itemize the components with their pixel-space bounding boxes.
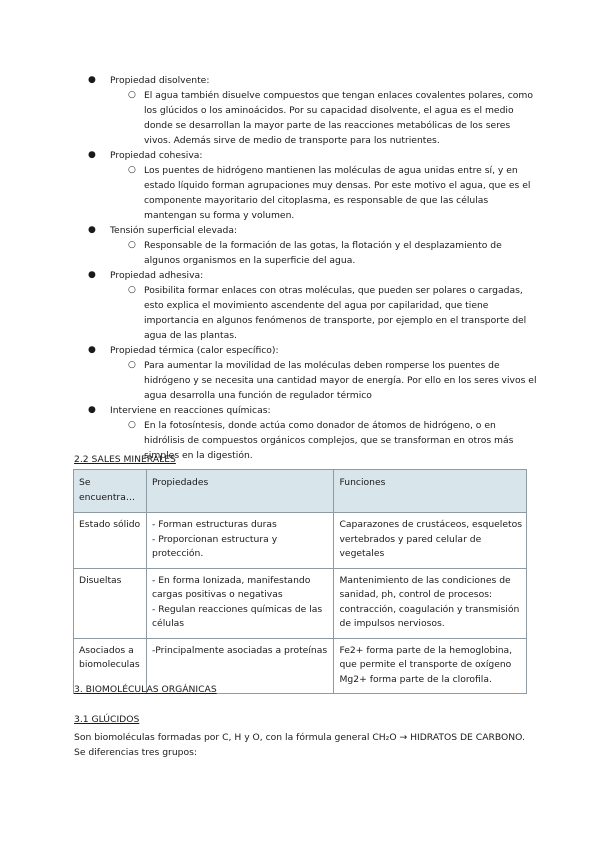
function-line: Mg2+ forma parte de la clorofila.: [339, 673, 492, 685]
function-line: Caparazones de crustáceos, esqueletos vertebrados y pared celular de vegetales: [339, 519, 523, 559]
table-cell-state: Asociados a biomoleculas: [74, 638, 147, 694]
property-text: Los puentes de hidrógeno mantienen las moléculas de agua unidas entre sí, y en estado líquido forman agrupaciones muy densas. Por este motivo el agua, que es el componente mayoritario del citoplasma, es responsable de que las células mantengan su forma y volumen.: [144, 165, 531, 221]
bullet-icon: ●: [88, 270, 96, 280]
table-cell-state: Estado sólido: [74, 513, 147, 569]
bullet-icon: ●: [88, 75, 96, 85]
circle-bullet-icon: ○: [128, 420, 136, 430]
table-cell-functions: [334, 638, 527, 694]
property-title: Propiedad térmica (calor específico):: [110, 345, 279, 356]
glucidos-heading: 3.1 GLÚCIDOS: [74, 714, 140, 725]
table-cell-functions: [334, 568, 527, 638]
function-line: Mantenimiento de las condiciones de sanidad, ph, control de procesos: contracción, coagulación y transmisión de impulsos nerviosos.: [339, 574, 520, 629]
property-line: - Forman estructuras duras: [151, 519, 277, 530]
property-line: - En forma Ionizada, manifestando cargas positivas o negativas: [151, 574, 311, 600]
property-title: Tensión superficial elevada:: [110, 225, 238, 236]
bullet-icon: ●: [88, 405, 96, 415]
list-item: [88, 223, 538, 268]
property-description: [110, 238, 538, 268]
list-item: [88, 73, 538, 148]
column-header: Funciones: [334, 470, 527, 513]
property-description: [110, 88, 538, 148]
property-title: Propiedad disolvente:: [110, 75, 210, 86]
circle-bullet-icon: ○: [128, 240, 136, 250]
property-title: Propiedad adhesiva:: [110, 270, 204, 281]
sales-minerales-heading: 2.2 SALES MINERALES: [74, 454, 176, 465]
column-header: Se encuentra…: [74, 470, 147, 513]
property-description: [110, 163, 538, 223]
property-title: Interviene en reacciones químicas:: [110, 405, 271, 416]
property-text: Para aumentar la movilidad de las moléculas deben romperse los puentes de hidrógeno y se necesita una cantidad mayor de energía. Por ello en los seres vivos el agua desarrolla una función de regulador térmico: [144, 360, 537, 401]
sales-minerales-table: [73, 469, 527, 694]
circle-bullet-icon: ○: [128, 165, 136, 175]
table-cell-state: Disueltas: [74, 568, 147, 638]
table-row: [74, 513, 527, 569]
list-item: [88, 148, 538, 223]
property-text: Posibilita formar enlaces con otras moléculas, que pueden ser polares o cargadas, esto explica el movimiento ascendente del agua por capilaridad, que tiene importancia en algunos fenómenos de transporte, por ejemplo en el transporte del agua de las plantas.: [144, 285, 527, 341]
property-text: Responsable de la formación de las gotas, la flotación y el desplazamiento de algunos organismos en la superficie del agua.: [144, 240, 502, 266]
circle-bullet-icon: ○: [128, 90, 136, 100]
circle-bullet-icon: ○: [128, 360, 136, 370]
table-header-row: [74, 470, 527, 513]
property-text: El agua también disuelve compuestos que tengan enlaces covalentes polares, como los glúcidos o los aminoácidos. Por su capacidad disolvente, el agua es el medio donde se desarrollan la mayor parte de las reacciones metabólicas de los seres vivos. Además sirve de medio de transporte para los nutrientes.: [144, 90, 533, 146]
bullet-icon: ●: [88, 225, 96, 235]
list-item: [88, 343, 538, 403]
property-line: - Regulan reacciones químicas de las células: [151, 603, 323, 629]
bullet-icon: ●: [88, 345, 96, 355]
biomoleculas-heading: 3. BIOMOLÉCULAS ORGÁNICAS: [74, 684, 217, 695]
glucidos-paragraph: Son biomoléculas formadas por C, H y O, con la fórmula general CH₂O → HIDRATOS DE CARBONO. Se diferencias tres grupos:: [74, 732, 525, 758]
table-cell-properties: [146, 513, 334, 569]
property-line: - Proporcionan estructura y protección.: [151, 533, 278, 559]
property-line: -Principalmente asociadas a proteínas: [151, 644, 328, 656]
table-cell-functions: [334, 513, 527, 569]
property-description: [110, 358, 538, 403]
property-title: Propiedad cohesiva:: [110, 150, 203, 161]
function-line: Fe2+ forma parte de la hemoglobina, que permite el transporte de oxígeno: [339, 644, 513, 670]
column-header: Propiedades: [146, 470, 334, 513]
table-cell-properties: [146, 568, 334, 638]
water-properties-list: [88, 73, 538, 463]
list-item: [88, 268, 538, 343]
circle-bullet-icon: ○: [128, 285, 136, 295]
bullet-icon: ●: [88, 150, 96, 160]
property-text: En la fotosíntesis, donde actúa como donador de átomos de hidrógeno, o en hidrólisis de compuestos orgánicos complejos, que se transforman en otros más simples en la digestión.: [144, 420, 514, 461]
property-description: [110, 283, 538, 343]
table-row: [74, 568, 527, 638]
